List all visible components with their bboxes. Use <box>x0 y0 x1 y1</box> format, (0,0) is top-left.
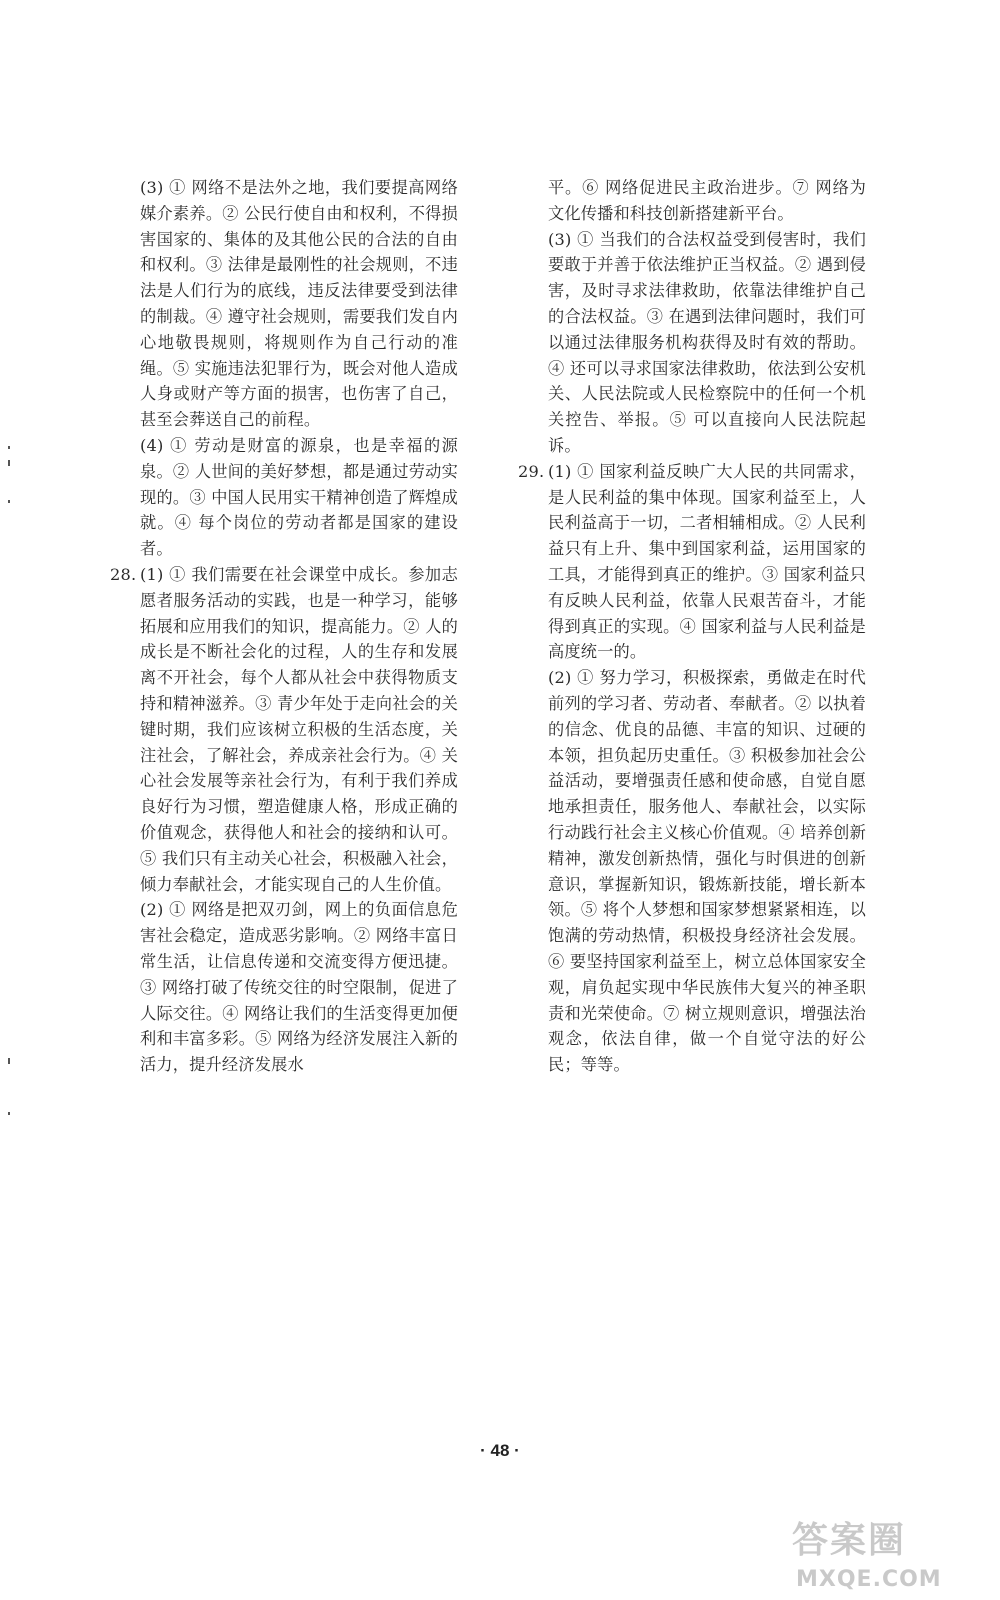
scan-mark <box>8 446 10 449</box>
scan-mark <box>8 500 10 503</box>
answer-paragraph-28-3: (3) ① 当我们的合法权益受到侵害时，我们要敢于并善于依法维护正当权益。② 遇到侵害，及时寻求法律救助，依靠法律维护自己的合法权益。③ 在遇到法律问题时，我们可以通过法律服务机构获得及时有效的帮助。④ 还可以寻求国家法律救助，依法到公安机关、人民法院或人民检察院中的任何一个机关控告、举报。⑤ 可以直接向人民法院起诉。 <box>548 229 866 455</box>
scan-mark <box>8 1058 10 1064</box>
scan-mark <box>8 460 10 466</box>
question-number-29: 29. <box>518 461 545 481</box>
page-number: · 48 · <box>480 1441 520 1460</box>
scan-mark <box>8 1112 10 1115</box>
question-29 <box>520 459 866 665</box>
watermark-latin: MXQE.COM <box>796 1567 942 1592</box>
right-column <box>520 175 866 1078</box>
answer-paragraph-28-1: (1) ① 我们需要在社会课堂中成长。参加志愿者服务活动的实践，也是一种学习，能够拓展和应用我们的知识，提高能力。② 人的成长是不断社会化的过程，人的生存和发展离不开社会，每个人都从社会中获得物质支持和精神滋养。③ 青少年处于走向社会的关键时期，我们应该树立积极的生活态度，关注社会，了解社会，养成亲社会行为。④ 关心社会发展等亲社会行为，有利于我们养成良好行为习惯，塑造健康人格，形成正确的价值观念，获得他人和社会的接纳和认可。⑤ 我们只有主动关心社会，积极融入社会，倾力奉献社会，才能实现自己的人生价值。 <box>140 564 458 894</box>
watermark <box>792 1512 972 1592</box>
left-column <box>112 175 458 1078</box>
watermark-chinese: 答案圈 <box>792 1520 907 1561</box>
answer-paragraph-28-2-continued: 平。⑥ 网络促进民主政治进步。⑦ 网络为文化传播和科技创新搭建新平台。 <box>548 178 866 223</box>
answer-paragraph-28-2: (2) ① 网络是把双刃剑，网上的负面信息危害社会稳定，造成恶劣影响。② 网络丰富日常生活，让信息传递和交流变得方便迅捷。③ 网络打破了传统交往的时空限制，促进了人际交往。④ 网络让我们的生活变得更加便利和丰富多彩。⑤ 网络为经济发展注入新的活力，提升经济发展水 <box>140 900 458 1075</box>
answer-paragraph-27-3: (3) ① 网络不是法外之地，我们要提高网络媒介素养。② 公民行使自由和权利，不得损害国家的、集体的及其他公民的合法的自由和权利。③ 法律是最刚性的社会规则，不违法是人们行为的底线，违反法律要受到法律的制裁。④ 遵守社会规则，需要我们发自内心地敬畏规则，将规则作为自己行动的准绳。⑤ 实施违法犯罪行为，既会对他人造成人身或财产等方面的损害，也伤害了自己，甚至会葬送自己的前程。 <box>140 178 458 430</box>
answer-paragraph-29-2: (2) ① 努力学习，积极探索，勇做走在时代前列的学习者、劳动者、奉献者。② 以执着的信念、优良的品德、丰富的知识、过硬的本领，担负起历史重任。③ 积极参加社会公益活动，要增强责任感和使命感，自觉自愿地承担责任，服务他人、奉献社会，以实际行动践行社会主义核心价值观。④ 培养创新精神，激发创新热情，强化与时俱进的创新意识，掌握新知识，锻炼新技能，增长新本领。⑤ 将个人梦想和国家梦想紧紧相连，以饱满的劳动热情，积极投身经济社会发展。⑥ 要坚持国家利益至上，树立总体国家安全观，肩负起实现中华民族伟大复兴的神圣职责和光荣使命。⑦ 树立规则意识，增强法治观念，依法自律，做一个自觉守法的好公民；等等。 <box>548 668 866 1075</box>
answer-paragraph-29-1: (1) ① 国家利益反映广大人民的共同需求，是人民利益的集中体现。国家利益至上，人民利益高于一切，二者相辅相成。② 人民利益只有上升、集中到国家利益，运用国家的工具，才能得到真正的维护。③ 国家利益只有反映人民利益，依靠人民艰苦奋斗，才能得到真正的实现。④ 国家利益与人民利益是高度统一的。 <box>548 461 866 662</box>
question-28 <box>112 562 458 897</box>
question-number-28: 28. <box>110 564 137 584</box>
answer-paragraph-27-4: (4) ① 劳动是财富的源泉，也是幸福的源泉。② 人世间的美好梦想，都是通过劳动实现的。③ 中国人民用实干精神创造了辉煌成就。④ 每个岗位的劳动者都是国家的建设者。 <box>140 435 458 559</box>
